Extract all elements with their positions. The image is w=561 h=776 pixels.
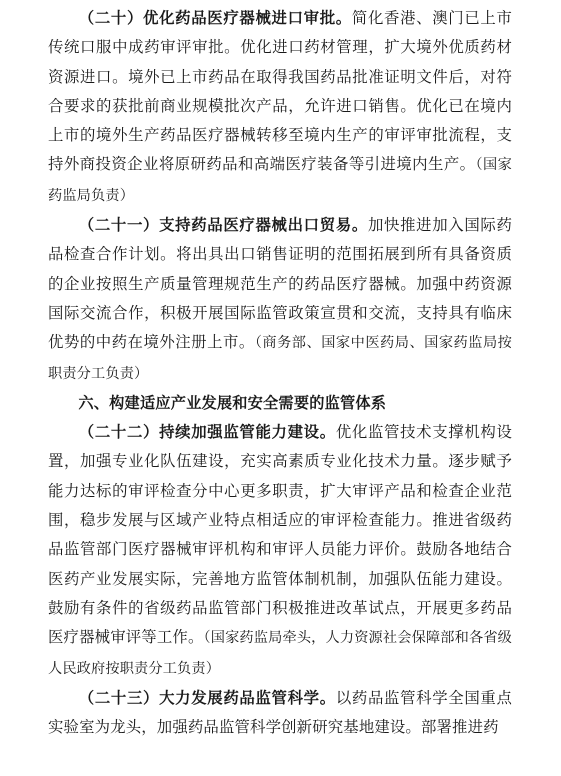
paragraph-23	[48, 684, 512, 743]
paragraph-23-lead: （二十三）大力发展药品监管科学。	[78, 688, 336, 707]
paragraph-22-body: 优化监管技术支撑机构设置，加强专业化队伍建设，充实高素质专业化技术力量。逐步赋予能力达标的审评检查分中心更多职责，扩大审评产品和检查企业范围，稳步发展与区域产业特点相适应的审评检查能力。推进省级药品监管部门医疗器械审评机构和审评人员能力评价。鼓励各地结合医药产业发展实际，完善地方监管体制机制，加强队伍能力建设。鼓励有条件的省级药品监管部门积极推进改革试点，开展更多药品医疗器械审评等工作。	[48, 423, 512, 647]
section-heading: 六、构建适应产业发展和安全需要的监管体系	[78, 393, 387, 412]
document-page	[48, 4, 512, 742]
paragraph-21	[48, 211, 512, 389]
paragraph-21-body: 加快推进加入国际药品检查合作计划。将出具出口销售证明的范围拓展到所有具备资质的企业按照生产质量管理规范生产的药品医疗器械。加强中药资源国际交流合作，积极开展国际监管政策宣贯和交流，支持具有临床优势的中药在境外注册上市。	[48, 216, 513, 352]
paragraph-20-responsibility: （国家药监局负责）	[48, 157, 512, 204]
paragraph-20	[48, 4, 512, 211]
paragraph-20-lead: （二十）优化药品医疗器械进口审批。	[78, 9, 352, 27]
paragraph-22-responsibility: （国家药监局牵头，人力资源社会保障部和各省级人民政府按职责分工负责）	[48, 630, 512, 677]
paragraph-20-body: 简化香港、澳门已上市传统口服中成药审评审批。优化进口药材管理，扩大境外优质药材资源进口。境外已上市药品在取得我国药品批准证明文件后，对符合要求的获批前商业规模批次产品，允许进口销售。优化已在境内上市的境外生产药品医疗器械转移至境内生产的审评审批流程，支持外商投资企业将原研药品和高端医疗装备等引进境内生产。	[48, 9, 512, 174]
paragraph-21-lead: （二十一）支持药品医疗器械出口贸易。	[78, 216, 368, 235]
paragraph-22-lead: （二十二）持续加强监管能力建设。	[78, 423, 336, 442]
paragraph-22	[48, 418, 512, 684]
paragraph-23-body: 以药品监管科学全国重点实验室为龙头，加强药品监管科学创新研究基地建设。部署推进药	[48, 688, 512, 737]
paragraph-21-responsibility: （商务部、国家中医药局、国家药监局按职责分工负责）	[48, 335, 512, 382]
